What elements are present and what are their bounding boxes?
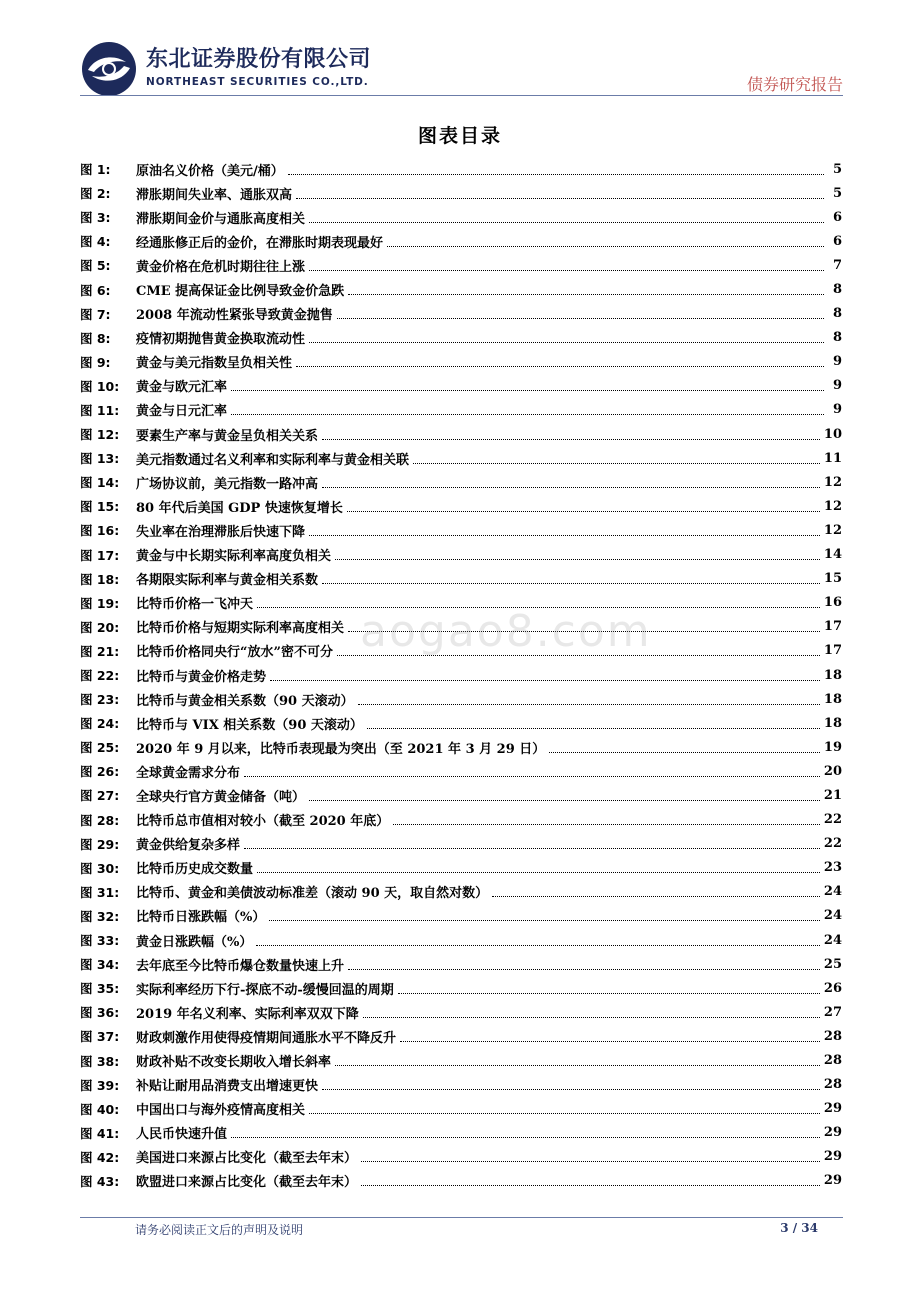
figure-number: 图 3: (80, 210, 111, 226)
figure-page-number: 11 (823, 450, 842, 466)
figure-title: 2019 年名义利率、实际利率双双下降 (136, 1006, 359, 1022)
dot-leader (257, 872, 820, 873)
watermark: aogao8.com (360, 606, 652, 657)
figure-page-number: 22 (823, 812, 842, 828)
figure-title: 实际利率经历下行-探底不动-缓慢回温的周期 (136, 982, 394, 998)
toc-entry[interactable] (80, 567, 842, 591)
figure-page-number: 6 (832, 233, 842, 249)
toc-entry[interactable] (80, 928, 842, 952)
dot-leader (288, 174, 824, 175)
toc-entry[interactable] (80, 277, 842, 301)
figure-number: 图 25: (80, 740, 120, 756)
figure-page-number: 18 (823, 715, 842, 731)
dot-leader (256, 945, 820, 946)
figure-number: 图 8: (80, 330, 111, 346)
toc-entry[interactable] (80, 1121, 842, 1145)
figure-title: 黄金与中长期实际利率高度负相关 (136, 549, 332, 565)
figure-title: 欧盟进口来源占比变化（截至去年末） (136, 1175, 358, 1191)
figure-page-number: 20 (823, 763, 842, 779)
dot-leader (309, 270, 824, 271)
figure-page-number: 18 (823, 667, 842, 683)
toc-entry[interactable] (80, 880, 842, 904)
figure-number: 图 22: (80, 668, 120, 684)
dot-leader (322, 487, 820, 488)
toc-entry[interactable] (80, 591, 842, 615)
toc-entry[interactable] (80, 374, 842, 398)
figure-title: 经通胀修正后的金价，在滞胀时期表现最好 (136, 235, 384, 251)
figure-number: 图 19: (80, 595, 120, 611)
dot-leader (492, 896, 820, 897)
company-name-cn: 东北证券股份有限公司 (146, 47, 372, 72)
dot-leader (296, 198, 824, 199)
figure-page-number: 7 (832, 257, 842, 273)
company-logo-icon (80, 40, 138, 98)
figure-page-number: 27 (823, 1004, 842, 1020)
figure-title: CME 提高保证金比例导致金价急跌 (136, 284, 345, 300)
toc-entry[interactable] (80, 1024, 842, 1048)
toc-entry[interactable] (80, 157, 842, 181)
dot-leader (269, 920, 820, 921)
figure-page-number: 8 (832, 306, 842, 322)
toc-entry[interactable] (80, 1073, 842, 1097)
figure-number: 图 7: (80, 306, 111, 322)
figure-title: 失业率在治理滞胀后快速下降 (136, 524, 306, 540)
figure-page-number: 14 (823, 547, 842, 563)
dot-leader (309, 222, 824, 223)
dot-leader (309, 342, 824, 343)
figure-title: 去年底至今比特币爆仓数量快速上升 (136, 958, 345, 974)
toc-entry[interactable] (80, 470, 842, 494)
toc-entry[interactable] (80, 181, 842, 205)
dot-leader (387, 246, 824, 247)
dot-leader (231, 414, 824, 415)
figure-number: 图 42: (80, 1149, 120, 1165)
figure-page-number: 25 (823, 956, 842, 972)
figure-title: 全球央行官方黄金储备（吨） (136, 789, 306, 805)
figure-title: 2008 年流动性紧张导致黄金抛售 (136, 308, 333, 324)
dot-leader (322, 439, 820, 440)
dot-leader (335, 1065, 820, 1066)
toc-entry[interactable] (80, 253, 842, 277)
dot-leader (367, 728, 820, 729)
figure-title: 美国进口来源占比变化（截至去年末） (136, 1151, 358, 1167)
dot-leader (257, 607, 820, 608)
figure-title: 人民币快速升值 (136, 1127, 228, 1143)
page-header (80, 36, 843, 94)
toc-entry[interactable] (80, 229, 842, 253)
figure-title: 2020 年 9 月以来，比特币表现最为突出（至 2021 年 3 月 29 日） (136, 741, 546, 757)
dot-leader (348, 969, 820, 970)
toc-entry[interactable] (80, 494, 842, 518)
figure-page-number: 16 (823, 595, 842, 611)
figure-page-number: 18 (823, 691, 842, 707)
figure-title: 滞胀期间金价与通胀高度相关 (136, 211, 306, 227)
toc-entry[interactable] (80, 615, 842, 639)
figure-page-number: 17 (823, 643, 842, 659)
toc-entry[interactable] (80, 783, 842, 807)
figure-page-number: 24 (823, 908, 842, 924)
figure-title: 比特币、黄金和美债波动标准差（滚动 90 天，取自然对数） (136, 886, 489, 902)
figure-title: 黄金日涨跌幅（%） (136, 934, 253, 950)
dot-leader (322, 1089, 820, 1090)
figure-page-number: 9 (832, 378, 842, 394)
dot-leader (244, 848, 820, 849)
figure-number: 图 11: (80, 402, 120, 418)
toc-entry[interactable] (80, 687, 842, 711)
figure-title: 比特币历史成交数量 (136, 862, 254, 878)
figure-title: 80 年代后美国 GDP 快速恢复增长 (136, 500, 343, 516)
figure-number: 图 21: (80, 643, 120, 659)
figure-page-number: 5 (832, 161, 842, 177)
figure-number: 图 17: (80, 547, 120, 563)
toc-entry[interactable] (80, 759, 842, 783)
figure-page-number: 5 (832, 185, 842, 201)
figure-title: 黄金与欧元汇率 (136, 380, 228, 396)
toc-entry[interactable] (80, 422, 842, 446)
dot-leader (358, 704, 820, 705)
figure-number: 图 18: (80, 571, 120, 587)
dot-leader (337, 318, 824, 319)
toc-entry[interactable] (80, 808, 842, 832)
figure-number: 图 28: (80, 812, 120, 828)
figure-page-number: 8 (832, 282, 842, 298)
figure-page-number: 28 (823, 1028, 842, 1044)
dot-leader (398, 993, 820, 994)
figure-title: 黄金与美元指数呈负相关性 (136, 356, 293, 372)
figure-page-number: 22 (823, 836, 842, 852)
figure-number: 图 13: (80, 451, 120, 467)
figure-title: 比特币日涨跌幅（%） (136, 910, 266, 926)
figure-page-number: 15 (823, 571, 842, 587)
figure-number: 图 23: (80, 692, 120, 708)
figure-title: 黄金与日元汇率 (136, 404, 228, 420)
figure-page-number: 12 (823, 522, 842, 538)
figure-number: 图 15: (80, 499, 120, 515)
toc-entry[interactable] (80, 639, 842, 663)
dot-leader (270, 680, 820, 681)
figure-number: 图 10: (80, 378, 120, 394)
figure-list (80, 157, 842, 1193)
toc-entry[interactable] (80, 205, 842, 229)
toc-entry[interactable] (80, 856, 842, 880)
dot-leader (347, 511, 820, 512)
dot-leader (296, 366, 824, 367)
figure-title: 原油名义价格（美元/桶） (136, 163, 284, 179)
toc-entry[interactable] (80, 952, 842, 976)
toc-entry[interactable] (80, 326, 842, 350)
figure-number: 图 34: (80, 957, 120, 973)
figure-title: 广场协议前，美元指数一路冲高 (136, 476, 319, 492)
figure-number: 图 26: (80, 764, 120, 780)
figure-title: 各期限实际利率与黄金相关系数 (136, 573, 319, 589)
figure-number: 图 39: (80, 1077, 120, 1093)
dot-leader (361, 1161, 820, 1162)
figure-page-number: 29 (823, 1101, 842, 1117)
figure-number: 图 30: (80, 860, 120, 876)
header-divider (80, 95, 843, 96)
toc-entry[interactable] (80, 1048, 842, 1072)
figure-title: 比特币与黄金相关系数（90 天滚动） (136, 693, 354, 709)
toc-entry[interactable] (80, 518, 842, 542)
figure-page-number: 29 (823, 1149, 842, 1165)
figure-page-number: 24 (823, 884, 842, 900)
dot-leader (309, 535, 820, 536)
page-number: 3 / 34 (780, 1221, 818, 1235)
figure-title: 比特币价格一飞冲天 (136, 597, 254, 613)
figure-title: 比特币价格同央行“放水”密不可分 (136, 645, 333, 661)
toc-entry[interactable] (80, 735, 842, 759)
figure-title: 比特币与黄金价格走势 (136, 669, 267, 685)
figure-page-number: 12 (823, 474, 842, 490)
figure-page-number: 28 (823, 1053, 842, 1069)
toc-title: 图表目录 (417, 125, 502, 147)
figure-number: 图 24: (80, 716, 120, 732)
figure-title: 黄金供给复杂多样 (136, 838, 241, 854)
figure-number: 图 41: (80, 1125, 120, 1141)
figure-title: 美元指数通过名义利率和实际利率与黄金相关联 (136, 452, 410, 468)
dot-leader (309, 1113, 820, 1114)
figure-page-number: 24 (823, 932, 842, 948)
dot-leader (363, 1017, 820, 1018)
figure-number: 图 29: (80, 836, 120, 852)
figure-number: 图 16: (80, 523, 120, 539)
figure-number: 图 31: (80, 884, 120, 900)
toc-entry[interactable] (80, 1097, 842, 1121)
toc-entry[interactable] (80, 1000, 842, 1024)
figure-page-number: 6 (832, 209, 842, 225)
footer-divider (80, 1217, 843, 1218)
figure-page-number: 26 (823, 980, 842, 996)
figure-title: 比特币与 VIX 相关系数（90 天滚动） (136, 717, 363, 733)
dot-leader (335, 559, 820, 560)
disclaimer-note: 请务必阅读正文后的声明及说明 (135, 1223, 304, 1237)
figure-page-number: 17 (823, 619, 842, 635)
figure-page-number: 29 (823, 1125, 842, 1141)
toc-entry[interactable] (80, 446, 842, 470)
figure-title: 财政补贴不改变长期收入增长斜率 (136, 1055, 332, 1071)
figure-page-number: 19 (823, 739, 842, 755)
toc-entry[interactable] (80, 543, 842, 567)
toc-entry[interactable] (80, 350, 842, 374)
figure-title: 疫情初期抛售黄金换取流动性 (136, 332, 306, 348)
figure-title: 黄金价格在危机时期往往上涨 (136, 259, 306, 275)
figure-number: 图 32: (80, 908, 120, 924)
figure-number: 图 37: (80, 1029, 120, 1045)
figure-number: 图 35: (80, 981, 120, 997)
dot-leader (348, 294, 824, 295)
toc-entry[interactable] (80, 1169, 842, 1193)
figure-number: 图 40: (80, 1101, 120, 1117)
toc-entry[interactable] (80, 398, 842, 422)
figure-page-number: 8 (832, 330, 842, 346)
figure-page-number: 21 (823, 787, 842, 803)
dot-leader (549, 752, 820, 753)
dot-leader (231, 1137, 820, 1138)
company-name-en: NORTHEAST SECURITIES CO.,LTD. (146, 76, 369, 88)
figure-page-number: 29 (823, 1173, 842, 1189)
toc-entry[interactable] (80, 302, 842, 326)
dot-leader (413, 463, 820, 464)
toc-entry[interactable] (80, 663, 842, 687)
figure-page-number: 23 (823, 860, 842, 876)
report-type: 债券研究报告 (746, 75, 843, 94)
dot-leader (244, 776, 820, 777)
dot-leader (348, 631, 820, 632)
dot-leader (337, 655, 820, 656)
toc-entry[interactable] (80, 832, 842, 856)
toc-entry[interactable] (80, 904, 842, 928)
figure-number: 图 6: (80, 282, 111, 298)
figure-number: 图 43: (80, 1173, 120, 1189)
figure-number: 图 1: (80, 162, 111, 178)
dot-leader (231, 390, 824, 391)
figure-page-number: 28 (823, 1077, 842, 1093)
dot-leader (309, 800, 820, 801)
figure-number: 图 38: (80, 1053, 120, 1069)
dot-leader (361, 1185, 820, 1186)
figure-title: 滞胀期间失业率、通胀双高 (136, 187, 293, 203)
figure-number: 图 5: (80, 258, 111, 274)
figure-title: 全球黄金需求分布 (136, 765, 241, 781)
figure-title: 补贴让耐用品消费支出增速更快 (136, 1079, 319, 1095)
figure-number: 图 27: (80, 788, 120, 804)
toc-entry[interactable] (80, 711, 842, 735)
figure-number: 图 36: (80, 1005, 120, 1021)
figure-title: 财政刺激作用使得疫情期间通胀水平不降反升 (136, 1030, 397, 1046)
figure-page-number: 10 (823, 426, 842, 442)
figure-number: 图 33: (80, 933, 120, 949)
figure-number: 图 4: (80, 234, 111, 250)
figure-number: 图 20: (80, 619, 120, 635)
figure-number: 图 9: (80, 354, 111, 370)
figure-number: 图 12: (80, 427, 120, 443)
figure-title: 要素生产率与黄金呈负相关关系 (136, 428, 319, 444)
dot-leader (393, 824, 820, 825)
figure-page-number: 9 (832, 354, 842, 370)
figure-number: 图 14: (80, 475, 120, 491)
figure-page-number: 12 (823, 498, 842, 514)
dot-leader (322, 583, 820, 584)
figure-number: 图 2: (80, 186, 111, 202)
toc-entry[interactable] (80, 1145, 842, 1169)
figure-title: 比特币价格与短期实际利率高度相关 (136, 621, 345, 637)
toc-entry[interactable] (80, 976, 842, 1000)
dot-leader (400, 1041, 820, 1042)
figure-title: 中国出口与海外疫情高度相关 (136, 1103, 306, 1119)
figure-page-number: 9 (832, 402, 842, 418)
figure-title: 比特币总市值相对较小（截至 2020 年底） (136, 814, 390, 830)
